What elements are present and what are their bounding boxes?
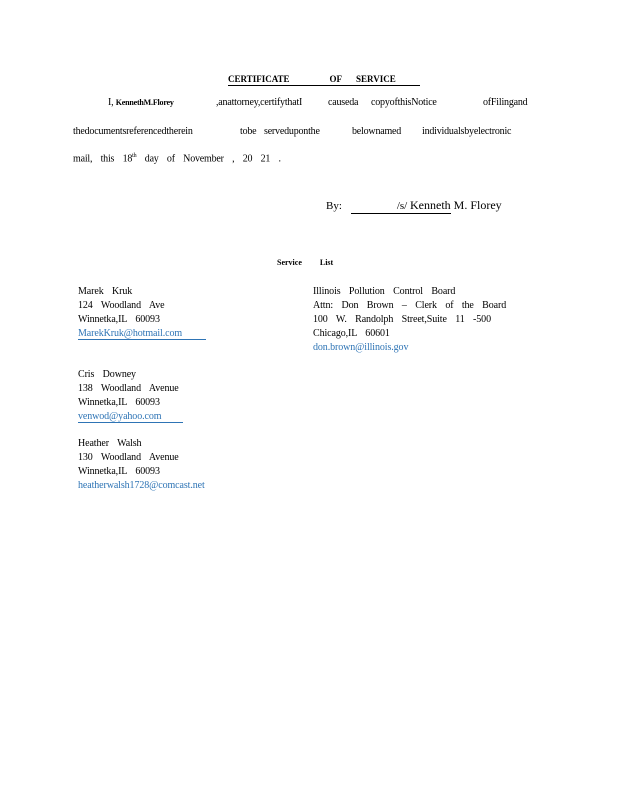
certify-line-1 — [108, 97, 174, 108]
contact-name: Heather Walsh — [78, 438, 142, 449]
signature-line — [351, 198, 451, 214]
signature-name-rest: M. Florey — [450, 198, 502, 212]
title-word-service: SERVICE — [356, 74, 396, 84]
certify-line-2-b: tobe — [240, 126, 257, 137]
certify-month: November — [183, 153, 224, 165]
certify-day-number: 18 — [122, 153, 133, 165]
contact-name: Marek Kruk — [78, 286, 133, 297]
certify-year: , 20 21 . — [232, 153, 281, 165]
certificate-title — [228, 74, 420, 84]
signature-mark: /s/ — [396, 200, 408, 212]
certify-line-1-d: ofFilingand — [483, 97, 528, 108]
certify-line-1-c: copyofthisNotice — [371, 97, 437, 108]
contact-marek-kruk — [78, 285, 206, 341]
contact-street: 138 Woodland Avenue — [78, 383, 179, 394]
contact-street: 130 Woodland Avenue — [78, 452, 179, 463]
certify-this: this — [100, 153, 115, 165]
contact-street: 124 Woodland Ave — [78, 300, 165, 311]
contact-email-link[interactable]: heatherwalsh1728@comcast.net — [78, 480, 205, 491]
certify-of: of — [166, 153, 175, 165]
contact-attn: Attn: Don Brown – Clerk of the Board — [313, 300, 507, 311]
certify-line-2-c: serveduponthe — [264, 126, 320, 137]
certify-line-2-e: individualsbyelectronic — [422, 126, 512, 137]
certify-line-2-d: belownamed — [352, 126, 402, 137]
signature-by-label: By: — [326, 200, 342, 212]
service-list-word1: Service — [277, 258, 302, 267]
certify-line-1-a: ,anattorney,certifythatI — [216, 97, 303, 108]
certify-day-suffix: th — [132, 153, 137, 159]
contact-org: Illinois Pollution Control Board — [313, 286, 456, 297]
contact-city: Winnetka,IL 60093 — [78, 397, 160, 408]
contact-cris-downey — [78, 368, 183, 424]
title-word-of: OF — [329, 74, 343, 84]
contact-city: Chicago,IL 60601 — [313, 328, 390, 339]
contact-pollution-control-board — [313, 285, 506, 355]
service-list-title — [277, 258, 333, 267]
certify-mail: mail, — [73, 153, 93, 165]
contact-city: Winnetka,IL 60093 — [78, 466, 160, 477]
signature-name-underlined: Kenneth — [410, 198, 451, 212]
contact-city: Winnetka,IL 60093 — [78, 314, 160, 325]
contact-heather-walsh — [78, 437, 205, 493]
contact-name: Cris Downey — [78, 369, 136, 380]
title-word-certificate: CERTIFICATE — [228, 74, 290, 84]
contact-email-link[interactable]: venwod@yahoo.com — [78, 411, 183, 423]
certify-prefix: I, — [108, 97, 114, 108]
signature-block — [326, 198, 502, 214]
certify-attorney-name: KennethM.Florey — [115, 98, 174, 107]
contact-street: 100 W. Randolph Street,Suite 11 -500 — [313, 314, 491, 325]
contact-email-link[interactable]: MarekKruk@hotmail.com — [78, 328, 206, 340]
certify-line-2-a: thedocumentsreferencedtherein — [73, 126, 193, 137]
certify-line-3 — [73, 153, 281, 164]
contact-email-link[interactable]: don.brown@illinois.gov — [313, 342, 409, 353]
service-list-word2: List — [319, 258, 334, 267]
certify-line-1-b: causeda — [328, 97, 359, 108]
certify-day-word: day — [144, 153, 159, 165]
